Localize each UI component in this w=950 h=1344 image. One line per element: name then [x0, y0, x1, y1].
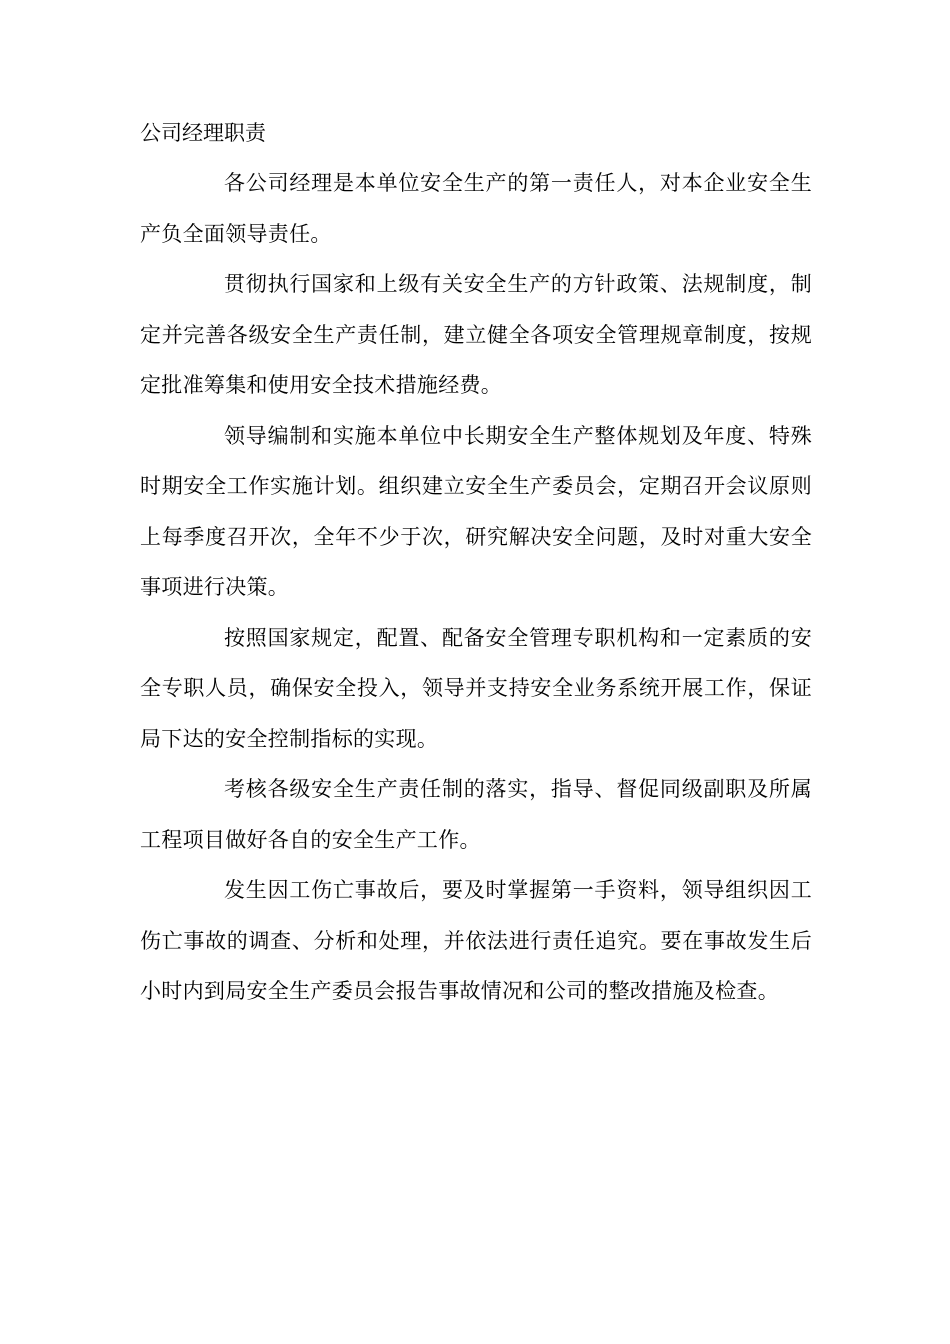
document-body: [140, 113, 812, 1017]
paragraph-planning: 领导编制和实施本单位中长期安全生产整体规划及年度、特殊时期安全工作实施计划。组织建立安全生产委员会，定期召开会议原则上每季度召开次，全年不少于次，研究解决安全问题，及时对重大安全事项进行决策。: [140, 423, 812, 599]
paragraph-responsibility: 各公司经理是本单位安全生产的第一责任人，对本企业安全生产负全面领导责任。: [140, 171, 812, 246]
paragraph-staffing: 按照国家规定，配置、配备安全管理专职机构和一定素质的安全专职人员，确保安全投入，领导并支持安全业务系统开展工作，保证局下达的安全控制指标的实现。: [140, 625, 812, 751]
paragraph-accident: 发生因工伤亡事故后，要及时掌握第一手资料，领导组织因工伤亡事故的调查、分析和处理，并依法进行责任追究。要在事故发生后小时内到局安全生产委员会报告事故情况和公司的整改措施及检查。: [140, 878, 812, 1003]
paragraph-assessment: 考核各级安全生产责任制的落实，指导、督促同级副职及所属工程项目做好各自的安全生产工作。: [140, 777, 812, 852]
document-title: 公司经理职责: [140, 121, 266, 145]
paragraph-policy: 贯彻执行国家和上级有关安全生产的方针政策、法规制度，制定并完善各级安全生产责任制，建立健全各项安全管理规章制度，按规定批准筹集和使用安全技术措施经费。: [140, 272, 812, 397]
